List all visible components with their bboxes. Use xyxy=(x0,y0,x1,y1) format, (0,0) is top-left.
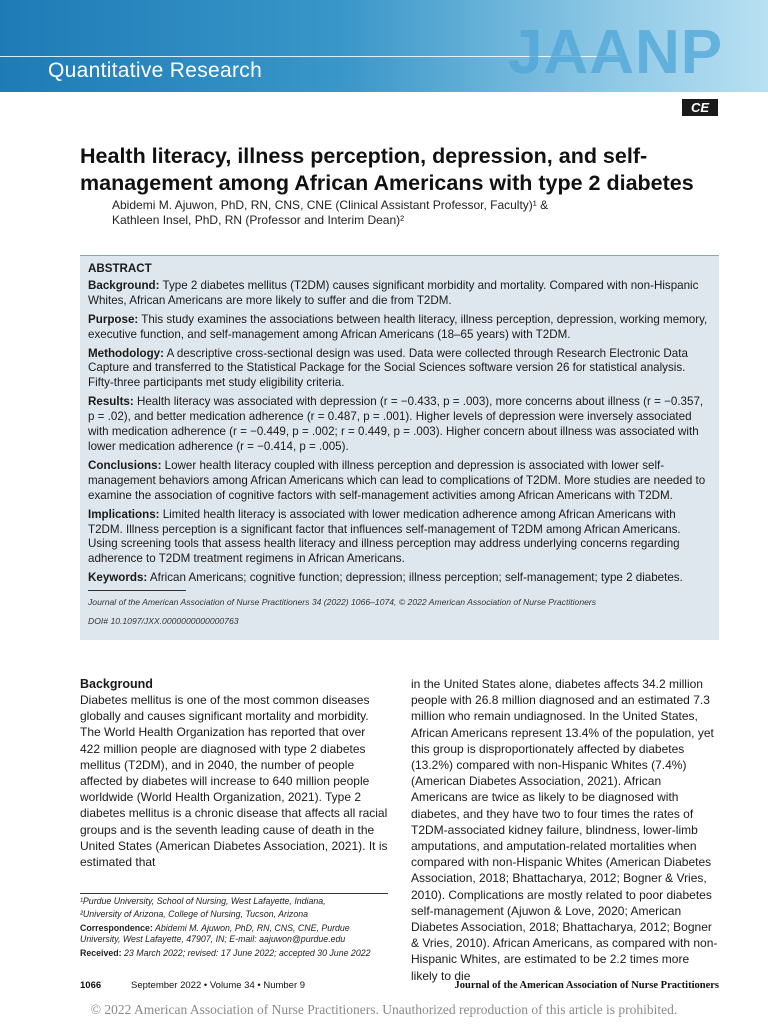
footnotes xyxy=(80,896,390,961)
abstract-divider xyxy=(88,590,186,591)
copyright-notice: © 2022 American Association of Nurse Practitioners. Unauthorized reproduction of this article is prohibited. xyxy=(90,1002,678,1017)
body-paragraph: in the United States alone, diabetes affects 34.2 million people with 26.8 million diagnosed and an estimated 7.3 million who remain undiagnosed. In the United States, African Americans represent 13.4% of the population, yet this group is disproportionately affected by diabetes (13.2%) compared with non-Hispanic Whites (7.4%) (American Diabetes Association, 2021). African Americans are twice as likely to be diagnosed with diabetes, and they have two to four times the rates of T2DM-associated kidney failure, blindness, lower-limb amputations, and amputation-related mortalities when compared with non-Hispanic Whites (American Diabetes Association, 2018; Bhattacharya, 2012; Bogner & Vries, 2010). Complications are mostly related to poor diabetes self-management (Ajuwon & Love, 2020; American Diabetes Association, 2018; Bhattacharya, 2012; Bogner & Vries, 2010). African Americans, as compared with non-Hispanic Whites, are estimated to be 2.2 times more likely to die xyxy=(411,677,718,983)
abstract-label: Methodology: xyxy=(88,346,164,360)
author-1: Abidemi M. Ajuwon, PhD, RN, CNS, CNE (Clinical Assistant Professor, Faculty)¹ & xyxy=(112,198,549,212)
abstract-text: This study examines the associations between health literacy, illness perception, depression, working memory, executive function, and self-management among African Americans (18–65 years) with T2DM. xyxy=(88,312,708,341)
author-list xyxy=(112,198,712,228)
footnote-divider xyxy=(80,893,388,894)
abstract-methodology xyxy=(88,347,711,392)
author-2: Kathleen Insel, PhD, RN (Professor and Interim Dean)² xyxy=(112,213,405,227)
abstract-label: Background: xyxy=(88,278,160,292)
abstract-text: Health literacy was associated with depression (r = −0.433, p = .003), more concerns about illness (r = −0.357, p = .02), and better medication adherence (r = 0.487, p = .001). Higher levels of depression were inversely associated with medication adherence (r = −0.449, p = .002; r = 0.449, p = .003). Higher concern about illness was associated with lower medication adherence (r = −0.414, p = .005). xyxy=(88,395,704,453)
abstract-label: Implications: xyxy=(88,507,160,521)
page-number: 1066 xyxy=(80,980,102,991)
journal-name: Journal of the American Association of Nurse Practitioners xyxy=(454,980,719,991)
abstract-purpose xyxy=(88,313,711,343)
abstract-heading: ABSTRACT xyxy=(88,262,152,275)
journal-citation: Journal of the American Association of Nurse Practitioners 34 (2022) 1066–1074, © 2022 American Association of Nurse Practitioners xyxy=(88,597,597,608)
abstract-conclusions xyxy=(88,459,711,504)
doi-link[interactable]: DOI# 10.1097/JXX.0000000000000763 xyxy=(88,616,239,627)
section-heading: Background xyxy=(80,677,153,691)
abstract-label: Purpose: xyxy=(88,312,139,326)
abstract-text: A descriptive cross-sectional design was used. Data were collected through Research Electronic Data Capture and transferred to the Statistical Package for the Social Sciences software version 26 for statistical analysis. Fifty-three participants met study eligibility criteria. xyxy=(88,346,688,390)
affiliation-1: ¹Purdue University, School of Nursing, West Lafayette, Indiana, xyxy=(80,896,326,906)
page-footer xyxy=(80,980,719,994)
journal-logo: JAANP xyxy=(508,18,724,87)
abstract-label: Conclusions: xyxy=(88,458,162,472)
abstract-background xyxy=(88,279,711,309)
section-label: Quantitative Research xyxy=(48,59,263,82)
journal-banner xyxy=(0,0,768,92)
body-column-left xyxy=(80,676,388,870)
abstract-results xyxy=(88,395,711,455)
affiliation-2: ²University of Arizona, College of Nursing, Tucson, Arizona xyxy=(80,909,308,920)
correspondence: Correspondence: Abidemi M. Ajuwon, PhD, RN, CNS, CNE, Purdue University, West Lafayette, 47907, IN; E-mail: aajuwon@purdue.edu xyxy=(80,922,350,945)
body-column-right xyxy=(411,676,719,984)
abstract-text: Type 2 diabetes mellitus (T2DM) causes significant morbidity and mortality. Compared with non-Hispanic Whites, African Americans are more likely to suffer and die from T2DM. xyxy=(88,278,699,307)
abstract-text: Limited health literacy is associated with lower medication adherence among African Americans with T2DM. Illness perception is a significant factor that influences self-management of T2DM among African Americans. Using screening tools that assess health literacy and illness perception may address underlying concerns regarding adherence to T2DM treatment regimens in African Americans. xyxy=(88,507,681,566)
ce-badge: CE xyxy=(682,99,718,116)
abstract-label: Keywords: xyxy=(88,571,148,585)
received-dates: Received: 23 March 2022; revised: 17 June 2022; accepted 30 June 2022 xyxy=(80,947,371,958)
body-paragraph: Diabetes mellitus is one of the most common diseases globally and causes significant mortality and morbidity. The World Health Organization has reported that over 422 million people are diagnosed with type 2 diabetes mellitus (T2DM), and in 2040, the number of people affected by diabetes will increase to 640 million people worldwide (World Health Organization, 2021). Type 2 diabetes mellitus is a chronic disease that affects all racial groups and is the seventh leading cause of death in the United States (American Diabetes Association, 2021). It is estimated that xyxy=(80,693,388,870)
abstract-label: Results: xyxy=(88,395,134,409)
abstract-implications xyxy=(88,508,711,568)
issue-info: September 2022 • Volume 34 • Number 9 xyxy=(131,980,306,991)
abstract-text: African Americans; cognitive function; depression; illness perception; self-management; type 2 diabetes. xyxy=(147,571,683,585)
abstract-keywords xyxy=(88,571,711,586)
article-title: Health literacy, illness perception, depression, and self-management among African Americans with type 2 diabetes xyxy=(80,144,694,195)
abstract-box xyxy=(80,255,719,640)
abstract-text: Lower health literacy coupled with illness perception and depression is associated with lower self-management behaviors among African Americans which can lead to complications of T2DM. More studies are needed to examine the association of cognitive factors with self-management activities among African Americans with T2DM. xyxy=(88,458,706,502)
